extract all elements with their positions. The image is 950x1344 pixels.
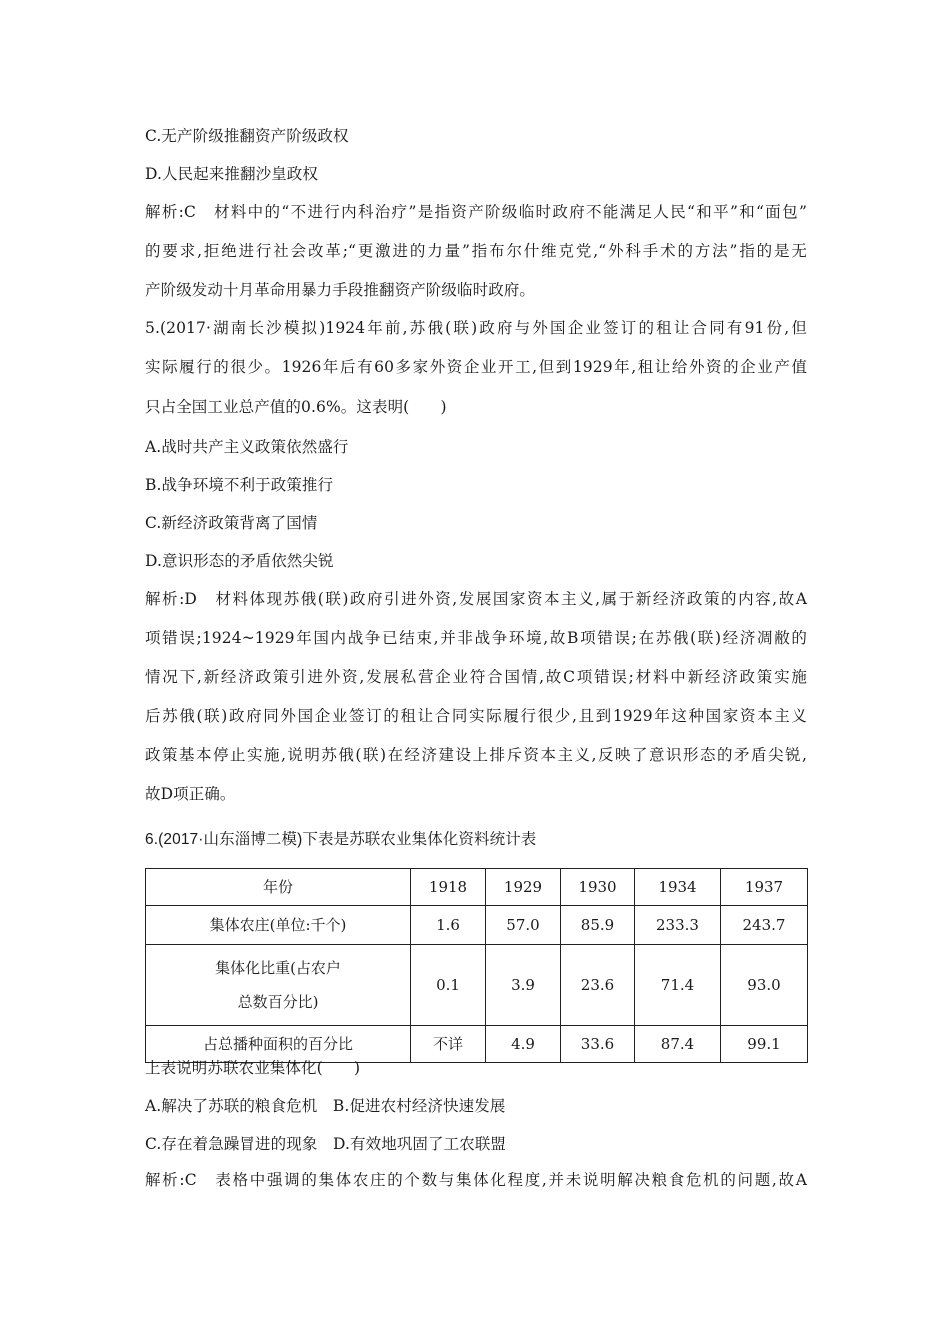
table-cell: 85.9: [561, 906, 635, 945]
table-cell: 99.1: [721, 1026, 808, 1063]
table-cell: 71.4: [635, 945, 721, 1026]
table-cell: 57.0: [486, 906, 561, 945]
table-header-cell: 年份: [146, 869, 411, 906]
table-cell: 4.9: [486, 1026, 561, 1063]
table-cell: 占总播种面积的百分比: [146, 1026, 411, 1063]
table-cell: 1.6: [411, 906, 486, 945]
table-cell: 0.1: [411, 945, 486, 1026]
analysis-line: 解析:D 材料体现苏俄(联)政府引进外资,发展国家资本主义,属于新经济政策的内容,故A: [145, 590, 807, 608]
table-row: [146, 1026, 808, 1063]
question-6-title: 6.(2017·山东淄博二模)下表是苏联农业集体化资料统计表: [145, 831, 537, 848]
statistics-table: [145, 868, 808, 1063]
table-header-cell: 1918: [411, 869, 486, 906]
table-cell: 集体农庄(单位:千个): [146, 906, 411, 945]
question-5-line: 只占全国工业总产值的0.6%。这表明( ): [145, 398, 447, 416]
table-cell: 93.0: [721, 945, 808, 1026]
option-d: D.人民起来推翻沙皇政权: [145, 165, 319, 183]
table-cell: 33.6: [561, 1026, 635, 1063]
analysis-line: 后苏俄(联)政府同外国企业签订的租让合同实际履行很少,且到1929年这种国家资本主义: [145, 707, 807, 725]
table-cell-line: 集体化比重(占农户: [215, 959, 341, 977]
option-c: C.无产阶级推翻资产阶级政权: [145, 127, 349, 145]
table-header-cell: 1937: [721, 869, 808, 906]
analysis-line: 项错误;1924~1929年国内战争已结束,并非战争环境,故B项错误;在苏俄(联)经济凋敝的: [145, 629, 807, 647]
table-cell: 不详: [411, 1026, 486, 1063]
analysis-line: 情况下,新经济政策引进外资,发展私营企业符合国情,故C项错误;材料中新经济政策实施: [145, 668, 807, 686]
option-a: A.战时共产主义政策依然盛行: [145, 438, 349, 456]
table-row: [146, 869, 808, 906]
table-cell-line: 总数百分比): [237, 993, 319, 1011]
question-5-line: 5.(2017·湖南长沙模拟)1924年前,苏俄(联)政府与外国企业签订的租让合同有91份,但: [145, 319, 807, 337]
table-cell: 233.3: [635, 906, 721, 945]
analysis-line: 故D项正确。: [145, 785, 236, 803]
analysis-line: 产阶级发动十月革命用暴力手段推翻资产阶级临时政府。: [145, 281, 536, 299]
options-cd: C.存在着急躁冒进的现象 D.有效地巩固了工农联盟: [145, 1135, 507, 1153]
table-row: [146, 945, 808, 1026]
table-header-cell: 1934: [635, 869, 721, 906]
table-cell: 87.4: [635, 1026, 721, 1063]
table-cell: 243.7: [721, 906, 808, 945]
question-5-line: 实际履行的很少。1926年后有60多家外资企业开工,但到1929年,租让给外资的企业产值: [145, 358, 807, 376]
question-6-stem: 上表说明苏联农业集体化( ): [145, 1059, 361, 1077]
table-cell: [146, 945, 411, 1026]
analysis-line: 的要求,拒绝进行社会改革;“更激进的力量”指布尔什维克党,“外科手术的方法”指的是无: [145, 242, 807, 260]
table-row: [146, 906, 808, 945]
option-d: D.意识形态的矛盾依然尖锐: [145, 552, 334, 570]
option-c: C.新经济政策背离了国情: [145, 514, 318, 532]
analysis-line: 解析:C 材料中的“不进行内科治疗”是指资产阶级临时政府不能满足人民“和平”和“面包”: [145, 203, 807, 221]
table-cell: 23.6: [561, 945, 635, 1026]
option-b: B.战争环境不利于政策推行: [145, 476, 334, 494]
table-header-cell: 1929: [486, 869, 561, 906]
table-header-cell: 1930: [561, 869, 635, 906]
options-ab: A.解决了苏联的粮食危机 B.促进农村经济快速发展: [145, 1097, 506, 1115]
table-cell: 3.9: [486, 945, 561, 1026]
analysis-line: 政策基本停止实施,说明苏俄(联)在经济建设上排斥资本主义,反映了意识形态的矛盾尖锐,: [145, 746, 807, 764]
analysis-line: 解析:C 表格中强调的集体农庄的个数与集体化程度,并未说明解决粮食危机的问题,故A: [145, 1171, 807, 1189]
